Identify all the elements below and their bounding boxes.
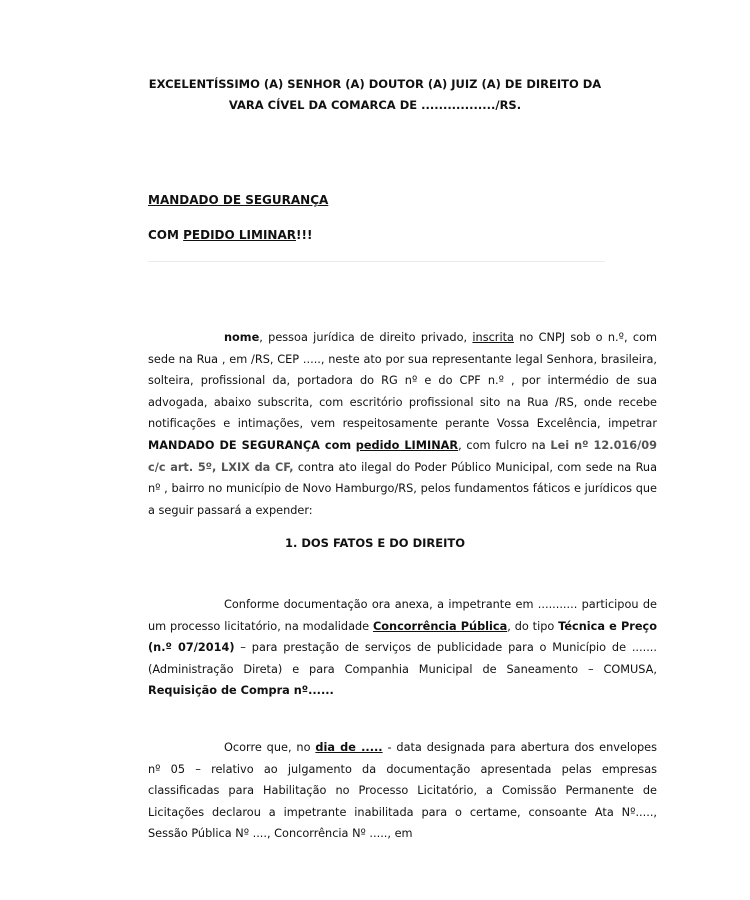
party-name-placeholder: nome xyxy=(224,331,260,344)
section-heading-facts: 1. DOS FATOS E DO DIREITO xyxy=(284,536,466,550)
p1-text-4: contra ato ilegal do Poder Público Municipal, com sede na Rua nº , bairro no município de Novo Hamburgo/RS, pelos fundamentos fáticos e jurídicos que a seguir passará a expender: xyxy=(148,460,657,517)
p2-text-1: Conforme documentação ora anexa, a impetrante em ........... participou de um processo licitatório, na modalidade xyxy=(148,598,657,633)
p2-tipo: Técnica e Preço (n.º 07/2014) xyxy=(148,619,657,655)
p3-text-1: Ocorre que, no xyxy=(224,741,316,754)
paragraph-qualification xyxy=(148,327,657,521)
separator-line xyxy=(148,261,605,262)
p2-text-2: , do tipo xyxy=(507,619,559,633)
subtitle-pedido-liminar: PEDIDO LIMINAR xyxy=(183,228,296,242)
document-title: MANDADO DE SEGURANÇA xyxy=(148,193,329,207)
p2-concorrencia-publica: Concorrência Pública xyxy=(372,619,508,633)
subtitle-prefix: COM xyxy=(148,228,184,242)
p1-text-3: , com fulcro na xyxy=(458,438,551,452)
paragraph-facts-2 xyxy=(148,737,657,845)
p3-text-2: - data designada para abertura dos envelopes nº 05 – relativo ao julgamento da documentação apresentada pelas empresas classificadas para Habilitação no Processo Licitatório, a Comissão Permanente de Licitações declarou a impetrante inabilitada para o certame, consoante Ata Nº....., Sessão Pública Nº ...., Concorrência Nº ....., em xyxy=(148,741,657,841)
court-header-line-1: EXCELENTÍSSIMO (A) SENHOR (A) DOUTOR (A) JUIZ (A) DE DIREITO DA xyxy=(148,77,602,91)
court-header-line-2: VARA CÍVEL DA COMARCA DE ................./RS. xyxy=(228,98,522,112)
p2-text-3: – para prestação de serviços de publicidade para o Município de .......(Administração Direta) e para Companhia Municipal de Saneamento – COMUSA, xyxy=(148,641,657,676)
subtitle-exclamation: !!! xyxy=(296,228,313,242)
document-subtitle xyxy=(148,228,312,242)
p1-mandado: MANDADO DE SEGURANÇA com xyxy=(148,438,352,452)
p1-text-2: no CNPJ sob o n.º, com sede na Rua , em /RS, CEP ....., neste ato por sua representante legal Senhora, brasileira, solteira, profissional da, portadora do RG nº e do CPF n.º , por intermédio de sua advogada, abaixo subscrita, com escritório profissional sito na Rua /RS, onde recebe notificações e intimações, vem respeitosamente perante Vossa Excelência, impetrar xyxy=(148,331,657,431)
p1-inscrita: inscrita xyxy=(472,331,514,344)
p1-pedido-liminar: pedido LIMINAR xyxy=(355,438,459,452)
p1-text-1: , pessoa jurídica de direito privado, xyxy=(259,331,473,344)
p1-law-citation: Lei nº 12.016/09 c/c art. 5º, LXIX da CF, xyxy=(148,438,657,474)
p3-dia: dia de ..... xyxy=(315,741,383,754)
paragraph-facts-1 xyxy=(148,594,657,702)
p2-requisicao: Requisição de Compra nº...... xyxy=(148,684,334,698)
